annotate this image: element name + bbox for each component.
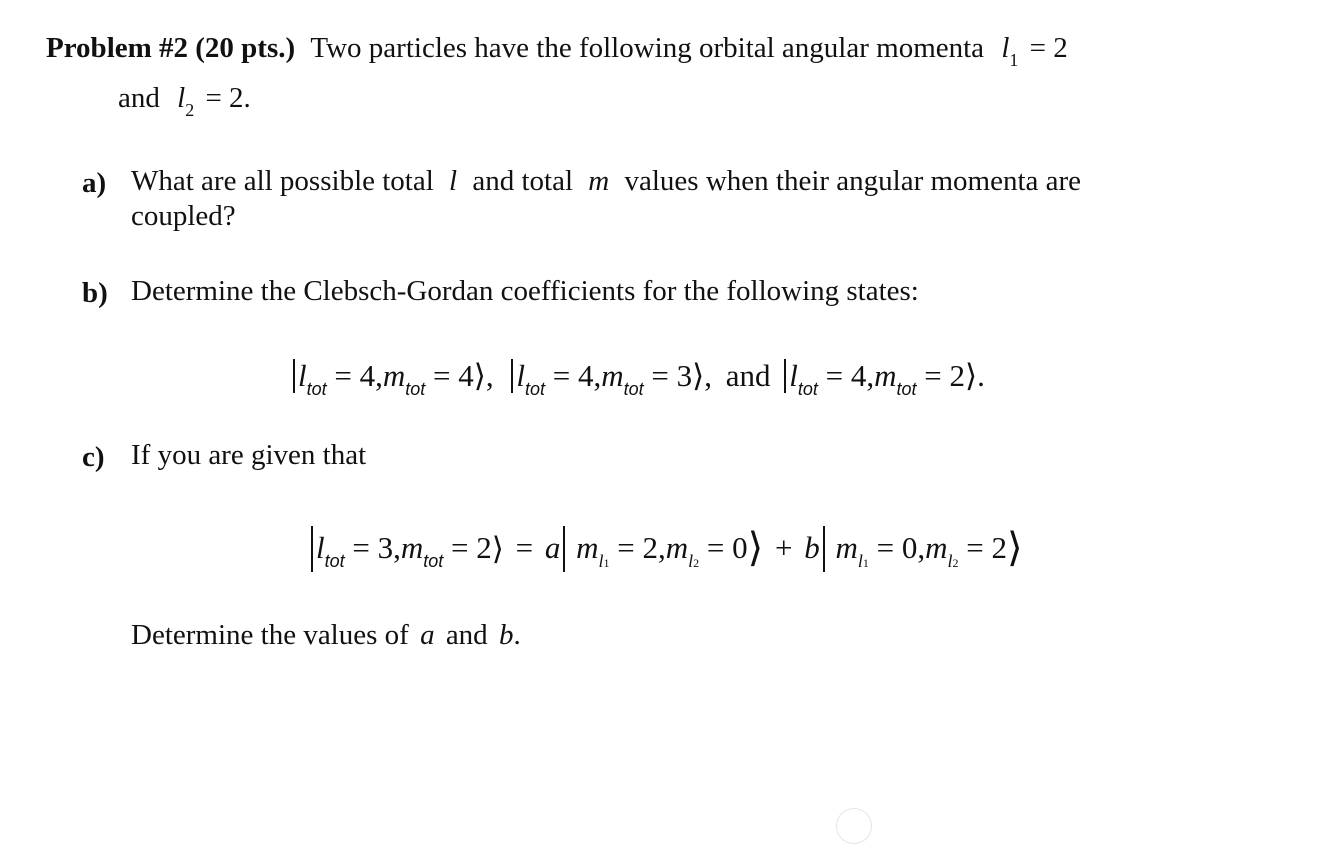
part-b-instruction: Determine the Clebsch-Gordan coefficients for the following states: xyxy=(131,275,919,307)
coefficient-a: a xyxy=(544,530,561,566)
part-c-equation xyxy=(308,525,1023,574)
part-c-label: c) xyxy=(82,441,105,473)
lhs-m-value: = 2 xyxy=(451,530,492,566)
and-word: and xyxy=(725,358,771,393)
state2-m-value: = 3 xyxy=(651,358,693,393)
l2-symbol: l xyxy=(177,82,186,114)
m-var: m xyxy=(874,358,897,393)
l2-subscript: l2 xyxy=(947,551,959,572)
m-var: m xyxy=(665,530,689,566)
state1-l-value: = 4, xyxy=(334,358,383,393)
term1-m1-value: = 2, xyxy=(617,530,666,566)
part-a-m-var: m xyxy=(588,165,610,197)
problem-heading: Problem #2 (20 pts.) xyxy=(46,32,296,64)
l-var: l xyxy=(298,358,307,393)
l1-symbol: l xyxy=(1001,32,1010,64)
tot-subscript: tot xyxy=(525,379,546,399)
lhs-l-value: = 3, xyxy=(352,530,401,566)
part-c-final-line xyxy=(131,621,521,650)
tot-subscript: tot xyxy=(324,551,345,572)
tot-subscript: tot xyxy=(797,379,818,399)
l1-value: = 2 xyxy=(1029,32,1068,64)
part-a-l-var: l xyxy=(449,165,458,197)
state3-l-value: = 4, xyxy=(825,358,875,393)
problem-statement-line2 xyxy=(118,82,251,120)
part-a-label: a) xyxy=(82,167,107,199)
l-var: l xyxy=(516,358,525,393)
ket-bar xyxy=(293,359,295,393)
m-var: m xyxy=(576,530,599,566)
part-a-text2: and total xyxy=(472,165,574,197)
term2-m1-value: = 0, xyxy=(876,530,926,566)
part-b-states-equation xyxy=(290,358,985,399)
term2-m2-value: = 2 xyxy=(966,530,1008,566)
plus-sign: + xyxy=(775,530,793,566)
l1-subscript: l1 xyxy=(598,551,610,572)
l-var: l xyxy=(316,530,325,566)
part-c-intro: If you are given that xyxy=(131,439,367,471)
part-b-label: b) xyxy=(82,277,108,309)
tot-subscript: tot xyxy=(306,379,327,399)
final-period: . xyxy=(513,619,521,651)
ket-bar xyxy=(311,526,313,572)
period: . xyxy=(977,358,985,393)
comma: , xyxy=(704,358,712,393)
ket-angle: ⟩ xyxy=(473,358,486,394)
m-var: m xyxy=(601,358,624,393)
final-b: b xyxy=(498,619,514,651)
part-a-text4: coupled? xyxy=(131,200,236,232)
part-c-text xyxy=(131,441,366,470)
l2-subscript: 2 xyxy=(185,100,195,120)
state1-m-value: = 4 xyxy=(433,358,474,393)
part-a-text-line1 xyxy=(131,167,1081,196)
tot-subscript: tot xyxy=(423,551,444,572)
ket-angle: ⟩ xyxy=(1007,525,1023,570)
ket-bar xyxy=(784,359,786,393)
part-a-text-line2 xyxy=(131,202,236,231)
l2-subscript: l2 xyxy=(688,551,700,572)
problem-intro-text: Two particles have the following orbital angular momenta xyxy=(310,32,985,64)
m-var: m xyxy=(925,530,948,566)
coefficient-b: b xyxy=(804,530,820,566)
m-var: m xyxy=(835,530,858,566)
and-word: and xyxy=(118,82,160,114)
ket-bar xyxy=(563,526,565,572)
ket-angle: ⟩ xyxy=(491,530,504,566)
term1-m2-value: = 0 xyxy=(706,530,748,566)
m-var: m xyxy=(400,530,424,566)
part-a-text1: What are all possible total xyxy=(131,165,434,197)
final-a: a xyxy=(420,619,435,651)
l-var: l xyxy=(789,358,798,393)
tot-subscript: tot xyxy=(896,379,917,399)
ket-angle: ⟩ xyxy=(692,358,705,394)
ket-angle: ⟩ xyxy=(747,525,764,570)
l2-value: = 2. xyxy=(205,82,251,114)
final-text: Determine the values of xyxy=(131,619,409,651)
tot-subscript: tot xyxy=(623,379,644,399)
faint-circle-mark xyxy=(836,808,872,844)
l1-subscript: l1 xyxy=(857,551,869,572)
part-b-text xyxy=(131,277,919,306)
state3-m-value: = 2 xyxy=(924,358,966,393)
ket-angle: ⟩ xyxy=(965,358,978,394)
state2-l-value: = 4, xyxy=(552,358,602,393)
equals-sign: = xyxy=(515,530,534,566)
ket-bar xyxy=(823,526,825,572)
part-a-text3: values when their angular momenta are xyxy=(624,165,1082,197)
tot-subscript: tot xyxy=(405,379,426,399)
comma: , xyxy=(485,358,494,393)
problem-statement-line1 xyxy=(46,32,1068,70)
m-var: m xyxy=(382,358,406,393)
ket-bar xyxy=(511,359,513,393)
l1-subscript: 1 xyxy=(1009,50,1019,70)
final-and: and xyxy=(445,619,488,651)
